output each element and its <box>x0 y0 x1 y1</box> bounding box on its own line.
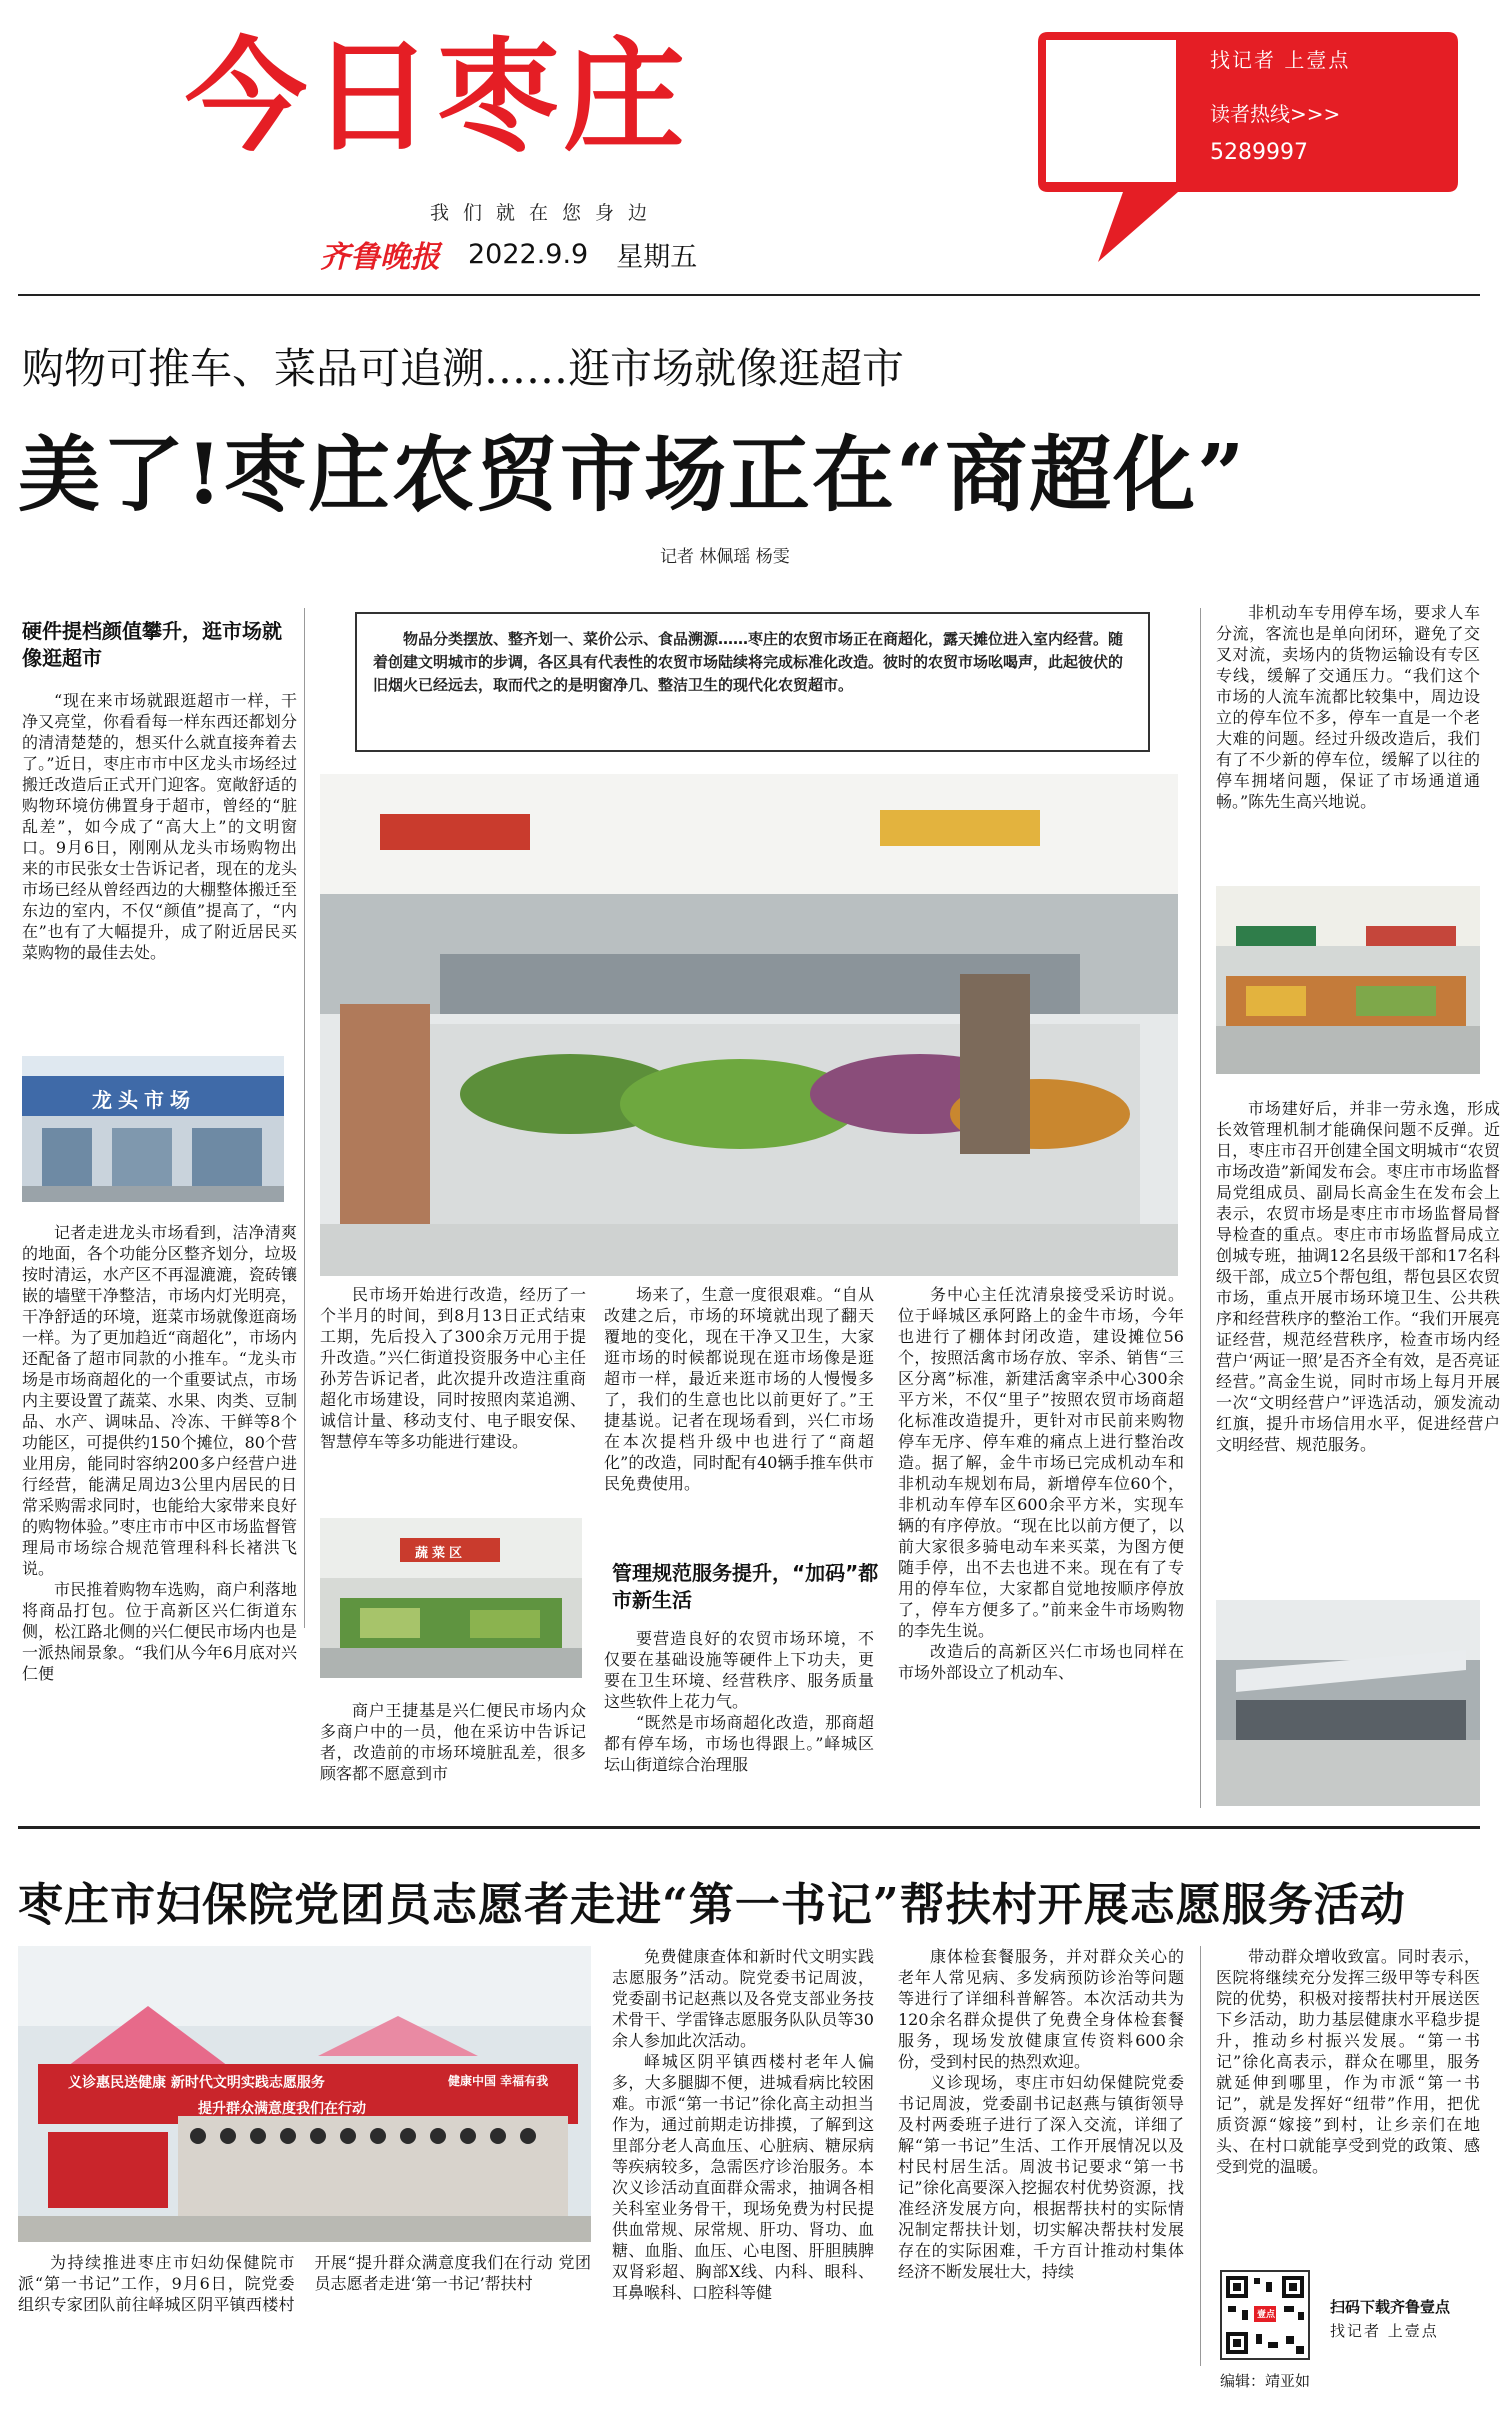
col3-text-b <box>604 1628 874 1810</box>
photo-banner: 健康中国 幸福有我 <box>448 2074 549 2088</box>
column-divider <box>1200 1946 1201 2366</box>
photo-vegetable-area <box>320 1518 582 1678</box>
issue-bar <box>320 232 697 276</box>
masthead-rule <box>18 294 1480 296</box>
photo-longtou-market <box>22 1056 284 1202</box>
section-rule <box>18 1826 1480 1829</box>
paragraph: “既然是市场商超化改造，那商超都有停车场，市场也得跟上。”峄城区坛山街道综合治理服 <box>604 1713 874 1774</box>
paragraph: 市场建好后，并非一劳永逸，形成长效管理机制才能确保问题不反弹。近日，枣庄市召开创建全国文明城市“农贸市场改造”新闻发布会。枣庄市市场监督局党组成员、副局长高金生在发布会上表示，农贸市场是枣庄市市场监督局督导检查的重点。枣庄市市场监督局成立创城专班，抽调12名县级干部和17名科级干部，成立5个帮包组，帮包县区农贸市场，重点开展市场环境卫生、公共秩序和经营秩序的整治工作。“我们开展亮证经营，规范经营秩序，检查市场内经营户‘两证一照’是否齐全有效，是否亮证经营。”高金生说，同时市场上每月开展一次“文明经营户”评选活动，颁发流动红旗，提升市场信用水平，促进经营户文明经营、规范服务。 <box>1216 1099 1500 1454</box>
photo-parking-market <box>1216 886 1480 1074</box>
photo-banner: 提升群众满意度我们在行动 <box>198 2101 366 2117</box>
column-divider <box>1200 608 1201 1808</box>
editor-credit: 编辑：靖亚如 <box>1220 2372 1311 2390</box>
footer-reporter-text: 找记者 上壹点 <box>1330 2322 1439 2340</box>
subhead-management: 管理规范服务提升，“加码”都市新生活 <box>612 1561 879 1612</box>
qr-badge: 壹点 <box>1256 2310 1275 2320</box>
paragraph: 市民推着购物车选购，商户利落地将商品打包。位于高新区兴仁街道东侧，松江路北侧的兴仁便民市场内也是一派热闹景象。“我们从今年6月底对兴仁便 <box>22 1580 297 1683</box>
photo-volunteers <box>18 1946 591 2242</box>
col3-text-a <box>604 1284 874 1554</box>
paragraph: 为持续推进枣庄市妇幼保健院市派“第一书记”工作，9月6日，院党委组织专家团队前往峄城区阴平镇西楼村开展“提升群众满意度我们在行动 党团员志愿者走进‘第一书记’帮扶村 <box>18 2253 591 2314</box>
photo-sign: 蔬菜区 <box>415 1546 467 1561</box>
paragraph: 记者走进龙头市场看到，洁净清爽的地面，各个功能分区整齐划分，垃圾按时清运，水产区不再湿漉漉，瓷砖镶嵌的墙壁干净整洁，市场内灯光明亮，干净舒适的环境，逛菜市场就像逛商场一样。为了更加趋近“商超化”，市场内还配备了超市同款的小推车。“龙头市场是市场商超化的一个重要试点，市场内主要设置了蔬菜、水果、肉类、豆制品、水产、调味品、冷冻、干鲜等8个功能区，可提供约150个摊位，80个营业用房，能同时容纳200多户经营户进行经营，能满足周边3公里内居民的日常采购需求同时，也能给大家带来良好的购物体验。”枣庄市市中区市场监督管理局市场综合规范管理科科长褚洪飞说。 <box>22 1223 297 1578</box>
paragraph: 义诊现场，枣庄市妇幼保健院党委书记周波，党委副书记赵燕与镇街领导及村两委班子进行了深入交流，详细了解“第一书记”生活、工作开展情况以及村民村居生活。周波书记要求“第一书记”徐化高要深入挖掘农村优势资源，找准经济发展方向，根据帮扶村的实际情况制定帮扶计划，切实解决帮扶村发展存在的实际困难，千方百计推动村集体经济不断发展壮大，持续 <box>898 2073 1184 2281</box>
paragraph: 商户王捷基是兴仁便民市场内众多商户中的一员，他在采访中告诉记者，改造前的市场环境脏乱差，很多顾客都不愿意到市 <box>320 1701 586 1783</box>
market-building-image <box>22 1056 284 1202</box>
masthead-slogan: 我们就在您身边 <box>430 202 662 224</box>
market-interior-image <box>320 774 1178 1276</box>
hotline-number: 5289997 <box>1210 140 1308 165</box>
paragraph: 带动群众增收致富。同时表示，医院将继续充分发挥三级甲等专科医院的优势，积极对接帮扶村开展送医下乡活动，助力基层健康水平稳步提升，推动乡村振兴发展。“第一书记”徐化高表示，群众在哪里，服务就延伸到哪里，作为市派“第一书记”，就是发挥好“纽带”作用，把优质资源“嫁接”到村，让乡亲们在地头、在村口就能享受到党的政策、感受到党的温暖。 <box>1216 1947 1480 2176</box>
issue-weekday: 星期五 <box>616 241 698 273</box>
photo-sign: 龙头市场 <box>92 1088 196 1112</box>
story-lead: 物品分类摆放、整齐划一、菜价公示、食品溯源……枣庄的农贸市场正在商超化，露天摊位进入室内经营。随着创建文明城市的步调，各区具有代表性的农贸市场陆续将完成标准化改造。彼时的农贸市场吆喝声，此起彼伏的旧烟火已经远去，取而代之的是明窗净几、整洁卫生的现代化农贸超市。 <box>355 612 1150 752</box>
masthead-title: 今日枣庄 <box>185 26 689 168</box>
footer-download-text: 扫码下载齐鲁壹点 <box>1330 2298 1451 2316</box>
paragraph: 免费健康查体和新时代文明实践志愿服务”活动。院党委书记周波，党委副书记赵燕以及各党支部业务技术骨干、学雷锋志愿服务队队员等30余人参加此次活动。 <box>612 1947 874 2050</box>
photo-banner: 义诊惠民送健康 新时代文明实践志愿服务 <box>68 2075 325 2091</box>
column-divider <box>304 608 305 1628</box>
col4-text <box>898 1284 1184 1810</box>
story2-col3 <box>898 1946 1184 2366</box>
col5-text-b <box>1216 1098 1500 1596</box>
paragraph: 要营造良好的农贸市场环境，不仅要在基础设施等硬件上下功夫，更要在卫生环境、经营秩序、服务质量这些软件上花力气。 <box>604 1629 874 1711</box>
col1-text-b <box>22 1222 297 1683</box>
paragraph: 场来了，生意一度很艰难。“自从改建之后，市场的环境就出现了翻天覆地的变化，现在干净又卫生，大家逛市场的时候都说现在逛市场像是逛超市一样，最近来逛市场的人慢慢多了，我们的生意也比以前更好了。”王捷基说。记者在现场看到，兴仁市场在本次提档升级中也进行了“商超化”的改造，同时配有40辆手推车供市民免费使用。 <box>604 1285 874 1493</box>
paragraph: 峄城区阴平镇西楼村老年人偏多，大多腿脚不便，进城看病比较困难。市派“第一书记”徐化高主动担当作为，通过前期走访排摸，了解到这里部分老人高血压、心脏病、糖尿病等疾病较多，急需医疗诊治服务。本次义诊活动直面群众需求，抽调各相关科室业务骨干，现场免费为村民提供血常规、尿常规、肝功、肾功、血糖、血脂、血压、心电图、肝胆胰脾双肾彩超、胸部X线、内科、眼科、耳鼻喉科、口腔科等健 <box>612 2052 874 2302</box>
col2-text-b <box>320 1700 586 1810</box>
story-kicker: 购物可推车、菜品可追溯……逛市场就像逛超市 <box>22 344 905 393</box>
story-byline: 记者 林佩瑶 杨雯 <box>660 547 790 567</box>
story-headline: 美了!枣庄农贸市场正在“商超化” <box>18 427 1247 523</box>
story2-col4 <box>1216 1946 1480 2264</box>
issue-date: 2022.9.9 <box>468 238 589 270</box>
story2-col2 <box>612 1946 874 2366</box>
col1-text-a <box>22 690 297 1040</box>
col2-text-a <box>320 1284 586 1502</box>
paragraph: “现在来市场就跟逛超市一样，干净又亮堂，你看看每一样东西还都划分的清清楚楚的，想买什么就直接奔着去了。”近日，枣庄市市中区龙头市场经过搬迁改造后正式开门迎客。宽敞舒适的购物环境仿佛置身于超市，曾经的“脏乱差”，如今成了“高大上”的文明窗口。9月6日，刚刚从龙头市场购物出来的市民张女士告诉记者，现在的龙头市场已经从曾经西边的大棚整体搬迁至东边的室内，不仅“颜值”提高了，“内在”也有了大幅提升，成了附近居民买菜购物的最佳去处。 <box>22 691 297 962</box>
paragraph: 民市场开始进行改造，经历了一个半月的时间，到8月13日正式结束工期，先后投入了300余万元用于提升改造。”兴仁街道投资服务中心主任孙芳告诉记者，此次提升改造注重商超化市场建设，同时按照肉菜追溯、诚信计量、移动支付、电子眼安保、智慧停车等多功能进行建设。 <box>320 1285 586 1451</box>
paragraph: 改造后的高新区兴仁市场也同样在市场外部设立了机动车、 <box>898 1642 1184 1682</box>
contact-line-2: 读者热线>>> <box>1210 102 1341 126</box>
market-stalls-image <box>1216 886 1480 1074</box>
story2-caption <box>18 2252 591 2368</box>
paragraph: 非机动车专用停车场，要求人车分流，客流也是单向闭环，避免了交叉对流，卖场内的货物运输设有专区专线，缓解了交通压力。“我们这个市场的人流车流都比较集中，周边设立的停车位不多，停车一直是一个老大难的问题。经过升级改造后，我们有了不少新的停车位，缓解了以往的停车拥堵问题，保证了市场通道通畅。”陈先生高兴地说。 <box>1216 603 1480 811</box>
volunteers-group-image <box>18 1946 591 2242</box>
paragraph: 康体检套餐服务，并对群众关心的老年人常见病、多发病预防诊治等问题等进行了详细科普解答。本次活动共为120余名群众提供了免费全身体检套餐服务，现场发放健康宣传资料600余份，受到村民的热烈欢迎。 <box>898 1947 1184 2071</box>
paper-name: 齐鲁晚报 <box>320 240 440 275</box>
subhead-hardware: 硬件提档颜值攀升，逛市场就像逛超市 <box>22 619 282 670</box>
reader-hotline-box <box>1038 32 1458 264</box>
contact-line-1: 找记者 上壹点 <box>1210 48 1351 72</box>
footer-qr-code[interactable] <box>1220 2270 1310 2360</box>
col5-text-a <box>1216 602 1480 874</box>
paragraph: 务中心主任沈清泉接受采访时说。位于峄城区承阿路上的金牛市场，今年也进行了棚体封闭改造，建设摊位56个，按照活禽市场存放、宰杀、销售“三区分离”标准，新建活禽宰杀中心300余平方米，不仅“里子”按照农贸市场商超化标准改造提升，更针对市民前来购物停车无序、停车难的痛点上进行整治改造。据了解，金牛市场已完成机动车和非机动车规划布局，新增停车位60个，非机动车停车区600余平方米，实现车辆的有序停放。“现在比以前方便了，以前大家很多骑电动车来买菜，为图方便随手停，出不去也进不来。现在有了专用的停车位，大家都自觉地按顺序停放了，停车方便多了。”前来金牛市场购物的李先生说。 <box>898 1285 1184 1640</box>
parking-shed-image <box>1216 1600 1480 1806</box>
photo-market-interior <box>320 774 1178 1276</box>
story2-headline: 枣庄市妇保院党团员志愿者走进“第一书记”帮扶村开展志愿服务活动 <box>18 1878 1406 1931</box>
photo-parking-shed <box>1216 1600 1480 1806</box>
